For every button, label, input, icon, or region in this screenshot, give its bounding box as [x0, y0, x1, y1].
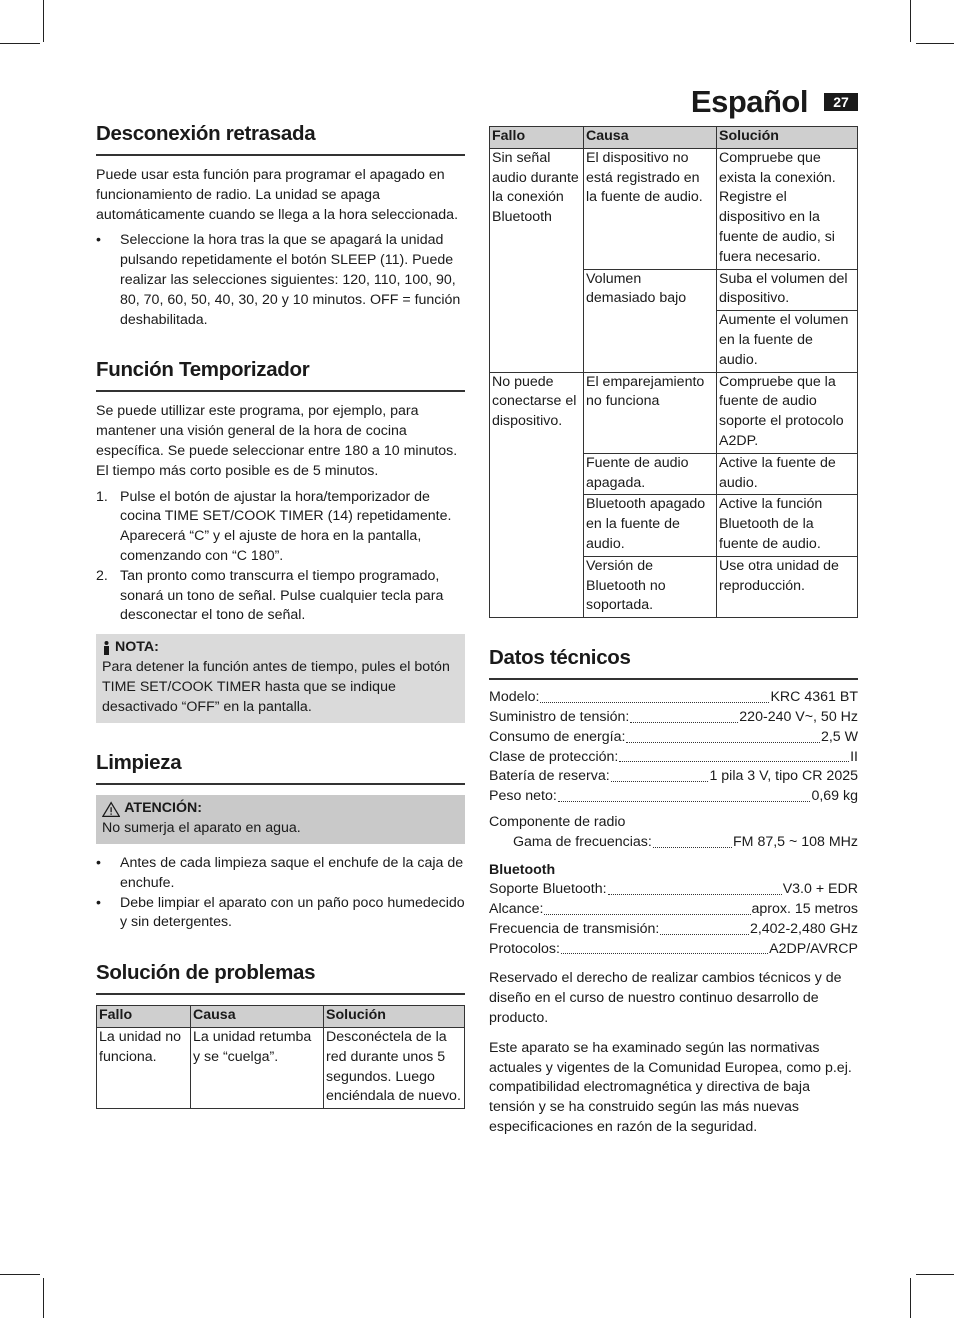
- leader-dots: [558, 801, 811, 802]
- cleaning-section: [96, 747, 465, 933]
- spec-value: II: [850, 748, 858, 765]
- spec-label: Batería de reserva:: [489, 768, 610, 785]
- spec-value: A2DP/AVRCP: [769, 940, 858, 957]
- warning-title: ATENCIÓN:: [124, 800, 202, 817]
- step-number: 2.: [96, 567, 108, 584]
- list-item-text: Tan pronto como transcurra el tiempo programado, sonará un tono de señal. Pulse cualquier tecla para desconectar el tono de señal.: [120, 567, 444, 624]
- spec-row: [489, 708, 858, 728]
- list-item: [96, 231, 465, 330]
- list-item: [96, 567, 465, 626]
- column-header: Fallo: [490, 127, 584, 149]
- solution-cell: Use otra unidad de reproducción.: [717, 556, 858, 617]
- paragraph: Se puede utillizar este programa, por ejemplo, para mantener una visión general de la hora de cocina específica. Se puede seleccionar entre 180 a 10 minutos. El tiempo más corto posible es de 5 minutos.: [96, 403, 458, 479]
- table-row: [490, 148, 858, 269]
- solution-cell: Desconéctela de la red durante unos 5 segundos. Luego enciéndala de nuevo.: [324, 1027, 465, 1108]
- spec-label: Gama de frecuencias:: [513, 833, 652, 850]
- note-title: NOTA:: [115, 639, 159, 656]
- crop-mark: [910, 1278, 911, 1318]
- page-number: 27: [824, 93, 858, 111]
- section-title: Solución de problemas: [96, 957, 465, 995]
- list-item-text: Debe limpiar el aparato con un paño poco humedecido y sin detergentes.: [120, 894, 465, 931]
- cause-cell: La unidad retumba y se “cuelga”.: [191, 1027, 324, 1108]
- list-item: [96, 854, 465, 894]
- radio-label: Componente de radio: [489, 813, 626, 830]
- column-header: Solución: [324, 1006, 465, 1028]
- troubleshooting-table-continued: [489, 126, 858, 618]
- table-header-row: [490, 127, 858, 149]
- crop-mark: [916, 43, 954, 44]
- spec-row: [489, 767, 858, 787]
- list-item-text: Pulse el botón de ajustar la hora/temporizador de cocina TIME SET/COOK TIMER (14) repetidamente. Aparecerá “C” y el ajuste de hora en la pantalla, comenzando con “C 180”.: [120, 488, 452, 564]
- spec-value: V3.0 + EDR: [782, 881, 858, 898]
- leader-dots: [653, 847, 732, 848]
- list-item-text: Seleccione la hora tras la que se apagará la unidad pulsando repetidamente el botón SLEEP (11). Puede realizar las selecciones siguientes: 120, 110, 100, 90, 80, 70, 60, 50, 40, 30, 20 y 10 minutos. OFF = función deshabilitada.: [120, 232, 461, 328]
- bullet-list: [96, 231, 465, 330]
- bullet-list: [96, 854, 465, 933]
- spec-value: KRC 4361 BT: [770, 689, 858, 706]
- section-title: Desconexión retrasada: [96, 118, 465, 156]
- table-row: [97, 1027, 465, 1108]
- spec-value: 2,5 W: [820, 728, 858, 745]
- section-title: Datos técnicos: [489, 642, 858, 680]
- bullet-icon: •: [96, 232, 101, 249]
- cause-cell: Fuente de audio apagada.: [584, 453, 717, 495]
- crop-mark: [43, 0, 44, 42]
- spec-label: Peso neto:: [489, 788, 557, 805]
- section-title: Función Temporizador: [96, 354, 465, 392]
- info-icon: [102, 641, 111, 655]
- spec-label: Protocolos:: [489, 940, 560, 957]
- leader-dots: [660, 934, 749, 935]
- left-column: [96, 118, 465, 1109]
- leader-dots: [608, 894, 782, 895]
- note-box: [96, 634, 465, 723]
- spec-row: [489, 688, 858, 708]
- fault-cell: La unidad no funciona.: [97, 1027, 191, 1108]
- spec-row: [489, 728, 858, 748]
- table-row: [490, 372, 858, 453]
- spec-label: Clase de protección:: [489, 748, 619, 765]
- bullet-icon: •: [96, 854, 101, 871]
- leader-dots: [544, 914, 750, 915]
- leader-dots: [630, 722, 738, 723]
- cause-cell: Bluetooth apagado en la fuente de audio.: [584, 495, 717, 556]
- warning-heading: [102, 799, 202, 819]
- leader-dots: [561, 953, 768, 954]
- list-item: [96, 894, 465, 934]
- spec-label: Frecuencia de transmisión:: [489, 920, 660, 937]
- list-item: [96, 488, 465, 567]
- spec-value: aprox. 15 metros: [751, 901, 858, 918]
- warning-box: [96, 795, 465, 844]
- fault-cell: No puede conectarse el dispositivo.: [490, 372, 584, 618]
- solution-cell: Aumente el volumen en la fuente de audio.: [717, 311, 858, 372]
- spec-label: Soporte Bluetooth:: [489, 881, 607, 898]
- spec-list: [489, 688, 858, 807]
- bullet-icon: •: [96, 894, 101, 911]
- column-header: Fallo: [97, 1006, 191, 1028]
- spec-row: [489, 900, 858, 920]
- crop-mark: [0, 1274, 40, 1275]
- warning-triangle-icon: [102, 801, 120, 818]
- spec-value: FM 87,5 ~ 108 MHz: [733, 833, 858, 850]
- spec-value: 2,402-2,480 GHz: [749, 920, 858, 937]
- spec-label: Alcance:: [489, 901, 544, 918]
- column-header: Causa: [191, 1006, 324, 1028]
- solution-cell: Active la fuente de audio.: [717, 453, 858, 495]
- table-header-row: [97, 1006, 465, 1028]
- fault-cell: Sin señal audio durante la conexión Bluetooth: [490, 148, 584, 372]
- note-heading: [102, 638, 459, 658]
- leader-dots: [540, 702, 769, 703]
- spec-label: Suministro de tensión:: [489, 708, 630, 725]
- leader-dots: [619, 761, 849, 762]
- right-column: [489, 126, 858, 1138]
- step-number: 1.: [96, 488, 108, 505]
- spec-value: 0,69 kg: [811, 788, 858, 805]
- column-header: Causa: [584, 127, 717, 149]
- troubleshooting-table: [96, 1005, 465, 1109]
- spec-label: Modelo:: [489, 689, 540, 706]
- cause-cell: El emparejamiento no funciona: [584, 372, 717, 453]
- solution-cell: Compruebe que exista la conexión. Registre el dispositivo en la fuente de audio, si fuera necesario.: [717, 148, 858, 269]
- paragraph: Puede usar esta función para programar el apagado en funcionamiento de radio. La unidad se apaga automáticamente cuando se llega a la hora seleccionada.: [96, 167, 459, 223]
- crop-mark: [43, 1278, 44, 1318]
- bluetooth-label: Bluetooth: [489, 861, 556, 878]
- cause-cell: Versión de Bluetooth no soportada.: [584, 556, 717, 617]
- spec-value: 220-240 V~, 50 Hz: [739, 708, 858, 725]
- crop-mark: [916, 1274, 954, 1275]
- numbered-list: [96, 488, 465, 627]
- technical-data-section: [489, 642, 858, 1138]
- cause-cell: Volumen demasiado bajo: [584, 269, 717, 372]
- spec-row: [489, 940, 858, 960]
- spec-value: 1 pila 3 V, tipo CR 2025: [709, 768, 858, 785]
- section-title: Limpieza: [96, 747, 465, 785]
- spec-row: [489, 787, 858, 807]
- spec-label: Consumo de energía:: [489, 728, 626, 745]
- sleep-section: [96, 118, 465, 330]
- solution-cell: Active la función Bluetooth de la fuente de audio.: [717, 495, 858, 556]
- note-text: Para detener la función antes de tiempo, pules el botón TIME SET/COOK TIMER hasta que se indique desactivado “OFF” en la pantalla.: [102, 658, 450, 715]
- conformity-paragraph: Este aparato se ha examinado según las normativas actuales y vigentes de la Comunidad Europea, como p.ej. compatibilidad electromagnética y directiva de baja tensión y se ha construido según las más nuevas especificaciones en razón de la seguridad.: [489, 1039, 852, 1136]
- solution-cell: Compruebe que la fuente de audio soporte el protocolo A2DP.: [717, 372, 858, 453]
- list-item-text: Antes de cada limpieza saque el enchufe de la caja de enchufe.: [120, 854, 464, 891]
- spec-row: [489, 920, 858, 940]
- cause-cell: El dispositivo no está registrado en la fuente de audio.: [584, 148, 717, 269]
- column-header: Solución: [717, 127, 858, 149]
- crop-mark: [910, 0, 911, 42]
- spec-row: [489, 748, 858, 768]
- leader-dots: [626, 742, 819, 743]
- spec-row: [489, 833, 858, 853]
- disclaimer-paragraph: Reservado el derecho de realizar cambios técnicos y de diseño en el curso de nuestro continuo desarrollo de producto.: [489, 970, 842, 1027]
- troubleshooting-section: [96, 957, 465, 1109]
- spec-row: [489, 880, 858, 900]
- warning-text: No sumerja el aparato en agua.: [102, 820, 301, 837]
- solution-cell: Suba el volumen del dispositivo.: [717, 269, 858, 311]
- timer-section: [96, 354, 465, 723]
- crop-mark: [0, 43, 40, 44]
- leader-dots: [611, 781, 709, 782]
- page-language-title: Español: [690, 84, 808, 119]
